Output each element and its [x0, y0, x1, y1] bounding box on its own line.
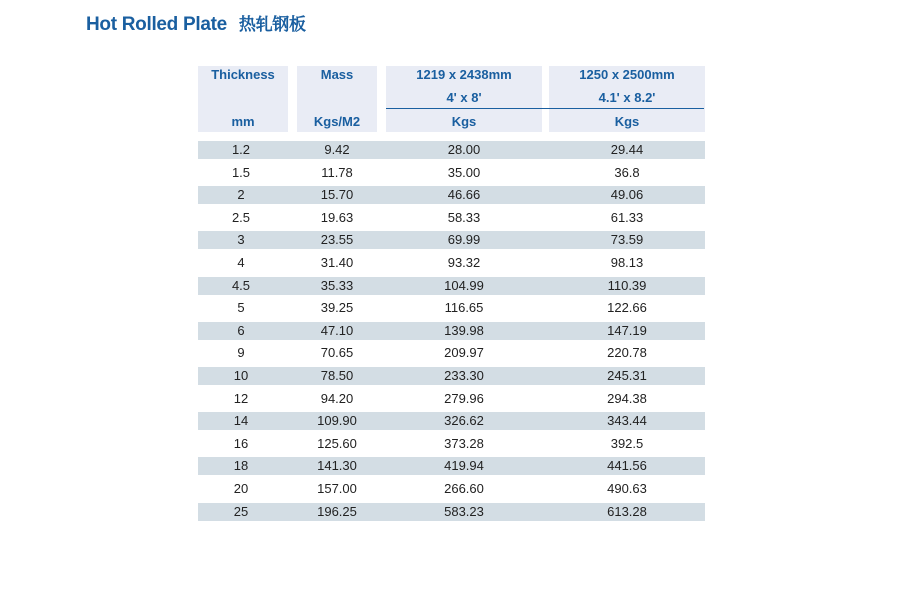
cell-thickness: 1.2 — [231, 142, 251, 157]
table-row — [198, 412, 705, 430]
cell-thickness: 14 — [233, 413, 249, 429]
cell-mass: 19.63 — [320, 209, 354, 225]
cell-weight-4.1x8.2: 110.39 — [607, 277, 647, 293]
cell-weight-4.1x8.2: 122.66 — [607, 300, 647, 316]
table-row — [198, 186, 705, 204]
cell-weight-4.1x8.2: 441.56 — [607, 458, 647, 474]
header-divider — [386, 108, 704, 109]
cell-mass: 47.10 — [320, 322, 354, 338]
cell-weight-4x8: 326.62 — [444, 413, 484, 429]
table-row — [198, 390, 705, 408]
cell-thickness: 5 — [237, 300, 245, 316]
cell-weight-4x8: 35.00 — [447, 164, 481, 180]
cell-mass: 23.55 — [320, 232, 354, 248]
cell-thickness: 1.5 — [231, 164, 251, 180]
cell-thickness: 9 — [237, 345, 245, 361]
cell-weight-4x8: 116.65 — [444, 300, 484, 316]
cell-mass: 35.33 — [320, 277, 354, 293]
cell-weight-4.1x8.2: 294.38 — [607, 390, 647, 406]
cell-weight-4.1x8.2: 49.06 — [610, 187, 644, 203]
cell-weight-4x8: 58.33 — [447, 209, 481, 225]
cell-weight-4x8: 279.96 — [444, 390, 484, 406]
cell-thickness: 4.5 — [231, 277, 251, 293]
cell-weight-4x8: 139.98 — [444, 322, 484, 338]
table-row — [198, 344, 705, 362]
cell-weight-4.1x8.2: 392.5 — [610, 435, 644, 451]
table-row — [198, 299, 705, 317]
header-size1-unit: Kgs — [451, 114, 477, 129]
cell-weight-4.1x8.2: 98.13 — [610, 255, 644, 270]
table-row — [198, 231, 705, 249]
table-row — [198, 277, 705, 295]
cell-weight-4.1x8.2: 245.31 — [607, 368, 647, 383]
cell-weight-4.1x8.2: 73.59 — [610, 232, 644, 248]
cell-weight-4x8: 104.99 — [444, 277, 484, 293]
table-row — [198, 503, 705, 521]
title-chinese: 热轧钢板 — [238, 15, 306, 35]
header-thickness-unit: mm — [231, 114, 255, 129]
header-mass-label: Mass — [320, 67, 354, 82]
table-row — [198, 209, 705, 227]
header-size2-imperial: 4.1' x 8.2' — [598, 90, 656, 105]
cell-weight-4x8: 46.66 — [447, 187, 481, 203]
cell-weight-4x8: 28.00 — [447, 142, 481, 157]
cell-mass: 196.25 — [317, 503, 357, 519]
cell-thickness: 3 — [237, 232, 245, 248]
cell-mass: 70.65 — [320, 345, 354, 361]
cell-weight-4.1x8.2: 29.44 — [610, 142, 644, 157]
header-size2-metric: 1250 x 2500mm — [579, 67, 675, 82]
header-size1-metric: 1219 x 2438mm — [416, 67, 512, 82]
cell-weight-4x8: 266.60 — [444, 481, 484, 496]
header-size1-imperial: 4' x 8' — [446, 90, 482, 105]
cell-mass: 31.40 — [320, 255, 354, 270]
cell-mass: 9.42 — [324, 142, 350, 157]
header-mass-unit: Kgs/M2 — [313, 114, 361, 129]
cell-thickness: 16 — [233, 435, 249, 451]
cell-mass: 157.00 — [317, 481, 357, 496]
cell-weight-4.1x8.2: 490.63 — [607, 481, 647, 496]
cell-thickness: 10 — [233, 368, 249, 383]
table-row — [198, 141, 705, 159]
table-row — [198, 367, 705, 385]
cell-weight-4.1x8.2: 343.44 — [607, 413, 647, 429]
cell-weight-4x8: 233.30 — [444, 368, 484, 383]
cell-thickness: 2.5 — [231, 209, 251, 225]
cell-weight-4x8: 69.99 — [447, 232, 481, 248]
table-row — [198, 254, 705, 272]
cell-thickness: 18 — [233, 458, 249, 474]
table-row — [198, 322, 705, 340]
cell-weight-4.1x8.2: 61.33 — [610, 209, 644, 225]
cell-thickness: 12 — [233, 390, 249, 406]
cell-weight-4.1x8.2: 36.8 — [614, 164, 640, 180]
cell-mass: 11.78 — [321, 164, 353, 180]
cell-mass: 141.30 — [317, 458, 357, 474]
cell-weight-4x8: 373.28 — [444, 435, 484, 451]
cell-mass: 125.60 — [317, 435, 357, 451]
table-row — [198, 457, 705, 475]
cell-thickness: 4 — [237, 255, 245, 270]
cell-mass: 15.70 — [320, 187, 354, 203]
cell-weight-4x8: 583.23 — [444, 503, 484, 519]
header-thickness-label: Thickness — [211, 67, 275, 82]
title-english: Hot Rolled Plate — [86, 14, 227, 35]
table-row — [198, 480, 705, 498]
cell-mass: 94.20 — [320, 390, 354, 406]
cell-weight-4x8: 419.94 — [444, 458, 484, 474]
cell-mass: 78.50 — [320, 368, 354, 383]
cell-thickness: 20 — [233, 481, 249, 496]
table-row — [198, 164, 705, 182]
cell-weight-4x8: 93.32 — [447, 255, 481, 270]
table-row — [198, 435, 705, 453]
page-title — [86, 10, 306, 36]
cell-thickness: 6 — [237, 322, 245, 338]
cell-weight-4.1x8.2: 147.19 — [607, 322, 647, 338]
cell-weight-4x8: 209.97 — [444, 345, 484, 361]
cell-mass: 39.25 — [320, 300, 354, 316]
cell-mass: 109.90 — [317, 413, 357, 429]
cell-weight-4.1x8.2: 220.78 — [607, 345, 647, 361]
cell-thickness: 2 — [237, 187, 245, 203]
header-size2-unit: Kgs — [614, 114, 640, 129]
cell-weight-4.1x8.2: 613.28 — [607, 503, 647, 519]
cell-thickness: 25 — [233, 503, 249, 519]
